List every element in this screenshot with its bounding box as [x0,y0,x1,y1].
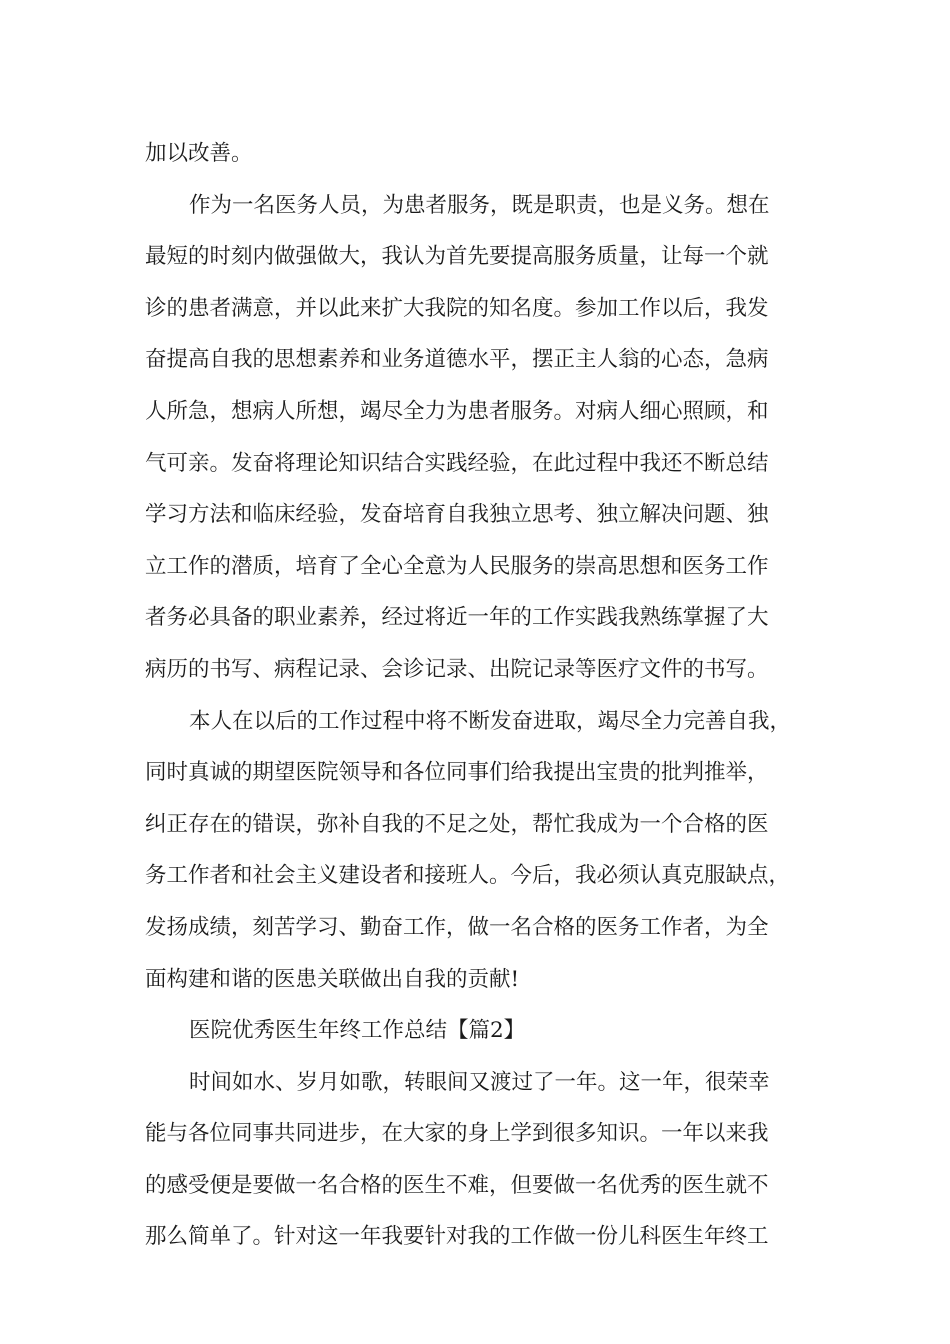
text-line: 立工作的潜质，培育了全心全意为人民服务的崇高思想和医务工作 [145,553,769,579]
text-line: 那么简单了。针对这一年我要针对我的工作做一份儿科医生年终工 [145,1224,769,1250]
paragraph-1 [145,128,835,180]
text-line: 发扬成绩，刻苦学习、勤奋工作，做一名合格的医务工作者，为全 [145,914,769,940]
paragraph-2 [145,180,835,696]
text-line: 同时真诚的期望医院领导和各位同事们给我提出宝贵的批判推举， [145,760,769,786]
text-line: 奋提高自我的思想素养和业务道德水平，摆正主人翁的心态，急病 [145,347,769,373]
text-line: 务工作者和社会主义建设者和接班人。今后，我必须认真克服缺点， [145,863,791,889]
section-heading: 医院优秀医生年终工作总结【篇2】 [189,1018,526,1044]
text-line: 者务必具备的职业素养，经过将近一年的工作实践我熟练掌握了大 [145,605,769,631]
text-line: 能与各位同事共同进步，在大家的身上学到很多知识。一年以来我 [145,1121,769,1147]
text-line: 作为一名医务人员，为患者服务，既是职责，也是义务。想在 [189,192,770,218]
text-line: 学习方法和临床经验，发奋培育自我独立思考、独立解决问题、独 [145,502,769,528]
document-body [145,128,835,1263]
text-line: 加以改善。 [145,141,253,166]
text-line: 面构建和谐的医患关联做出自我的贡献! [145,966,520,992]
text-line: 本人在以后的工作过程中将不断发奋进取，竭尽全力完善自我， [189,708,792,734]
paragraph-4 [145,1057,835,1263]
paragraph-3 [145,696,835,1006]
text-line: 人所急，想病人所想，竭尽全力为患者服务。对病人细心照顾，和 [145,398,769,424]
text-line: 纠正存在的错误，弥补自我的不足之处，帮忙我成为一个合格的医 [145,811,769,837]
text-line: 诊的患者满意，并以此来扩大我院的知名度。参加工作以后，我发 [145,295,769,321]
text-line: 气可亲。发奋将理论知识结合实践经验，在此过程中我还不断总结 [145,450,769,476]
text-line: 最短的时刻内做强做大，我认为首先要提高服务质量，让每一个就 [145,244,769,270]
text-line: 病历的书写、病程记录、会诊记录、出院记录等医疗文件的书写。 [145,656,769,682]
text-line: 时间如水、岁月如歌，转眼间又渡过了一年。这一年，很荣幸 [189,1069,770,1095]
text-line: 的感受便是要做一名合格的医生不难，但要做一名优秀的医生就不 [145,1172,769,1198]
